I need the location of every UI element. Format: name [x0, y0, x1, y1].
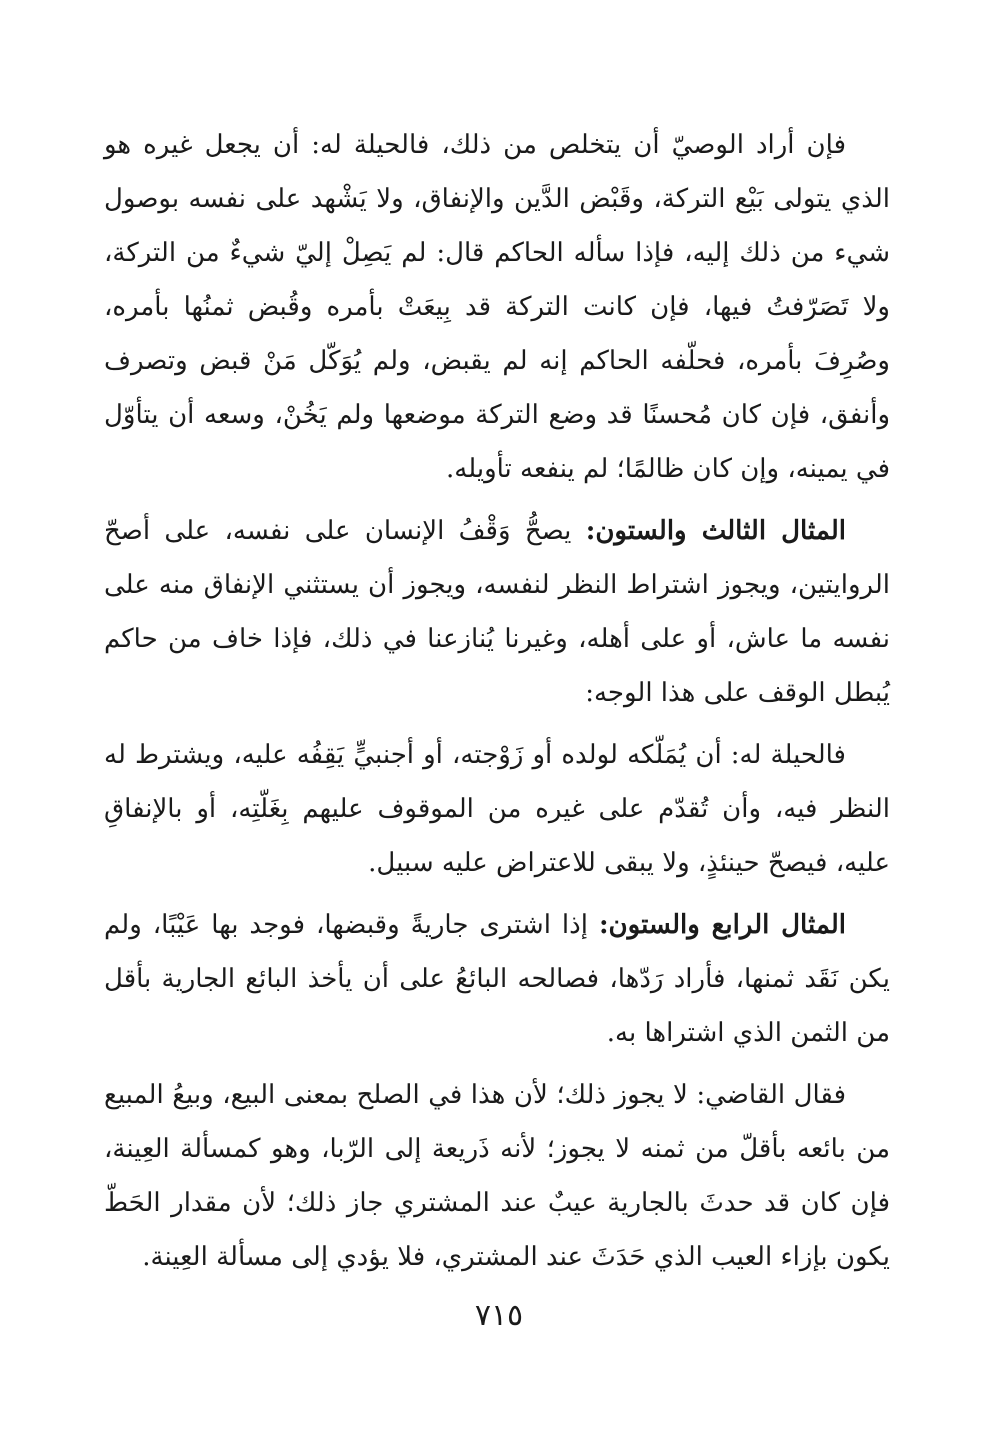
paragraph-4-text: إذا اشترى جاريةً وقبضها، فوجد بها عَيْبًا، ولم يكن نَقَد ثمنها، فأراد رَدّها، فصالحه البائعُ على أن يأخذ البائع الجارية بأقل من الثمن الذي اشتراها به.: [104, 910, 890, 1048]
example-64-heading: المثال الرابع والستون:: [598, 910, 847, 940]
paragraph-5-text: فقال القاضي: لا يجوز ذلك؛ لأن هذا في الصلح بمعنى البيع، وبيعُ المبيع من بائعه بأقلّ من ثمنه لا يجوز؛ لأنه ذَريعة إلى الرّبا، وهو كمسألة العِينة، فإن كان قد حدثَ بالجارية عيبٌ عند المشتري جاز ذلك؛ لأن مقدار الحَطّ يكون بإزاء العيب الذي حَدَثَ عند المشتري، فلا يؤدي إلى مسألة العِينة.: [104, 1080, 890, 1272]
paragraph-5: [104, 1068, 890, 1284]
example-63-heading: المثال الثالث والستون:: [585, 516, 846, 546]
paragraph-3: [104, 728, 890, 890]
paragraph-3-text: فالحيلة له: أن يُمَلّكه لولده أو زَوْجته، أو أجنبيٍّ يَقِفُه عليه، ويشترط له النظر فيه، وأن تُقدّم على غيره من الموقوف عليهم بِغَلّتِه، أو بالإنفاقِ عليه، فيصحّ حينئذٍ، ولا يبقى للاعتراض عليه سبيل.: [104, 740, 890, 878]
paragraph-4: [104, 898, 890, 1060]
paragraph-1: [104, 118, 890, 496]
paragraph-2: [104, 504, 890, 720]
page-body: [104, 118, 890, 1292]
paragraph-2-text: يصحُّ وَقْفُ الإنسان على نفسه، على أصحّ الروايتين، ويجوز اشتراط النظر لنفسه، ويجوز أن يستثني الإنفاق منه على نفسه ما عاش، أو على أهله، وغيرنا يُنازعنا في ذلك، فإذا خاف من حاكم يُبطل الوقف على هذا الوجه:: [104, 516, 890, 708]
page-number: ٧١٥: [474, 1298, 524, 1333]
paragraph-1-text: فإن أراد الوصيّ أن يتخلص من ذلك، فالحيلة له: أن يجعل غيره هو الذي يتولى بَيْع التركة، وقَبْض الدَّين والإنفاق، ولا يَشْهد على نفسه بوصول شيء من ذلك إليه، فإذا سأله الحاكم قال: لم يَصِلْ إليّ شيءٌ من التركة، ولا تَصَرّفتُ فيها، فإن كانت التركة قد بِيعَتْ بأمره وقُبض ثمنُها بأمره، وصُرِفَ بأمره، فحلّفه الحاكم إنه لم يقبض، ولم يُوَكّل مَنْ قبض وتصرف وأنفق، فإن كان مُحسنًا قد وضع التركة موضعها ولم يَخُنْ، وسعه أن يتأوّل في يمينه، وإن كان ظالمًا؛ لم ينفعه تأويله.: [104, 130, 890, 484]
